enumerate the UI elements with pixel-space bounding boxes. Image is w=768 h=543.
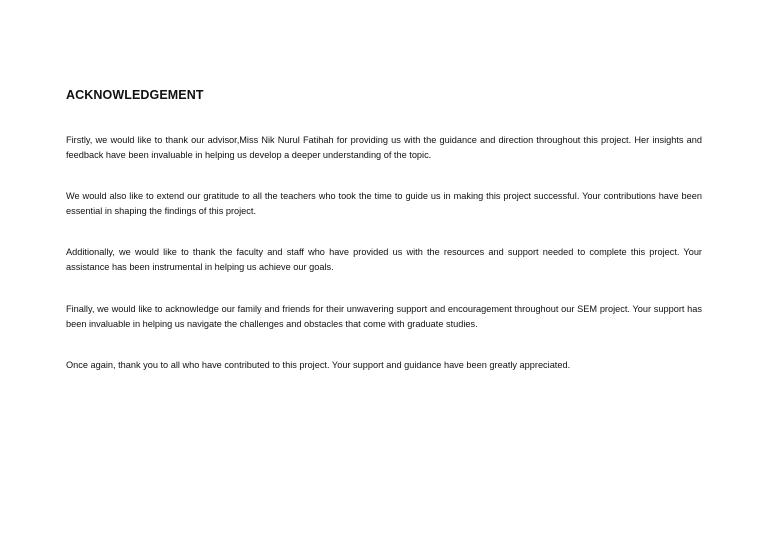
paragraph-advisor: Firstly, we would like to thank our advisor,Miss Nik Nurul Fatihah for providing us with the guidance and direction throughout this project. Her insights and feedback have been invaluable in helping us develop a deeper understanding of the topic. (66, 135, 702, 160)
paragraph-closing: Once again, thank you to all who have contributed to this project. Your support and guidance have been greatly appreciated. (66, 360, 571, 370)
paragraph-family: Finally, we would like to acknowledge our family and friends for their unwavering support and encouragement throughout our SEM project. Your support has been invaluable in helping us navigate the challenges and obstacles that come with graduate studies. (66, 304, 702, 329)
paragraph-teachers: We would also like to extend our gratitude to all the teachers who took the time to guide us in making this project successful. Your contributions have been essential in shaping the findings of this project. (66, 191, 702, 216)
paragraph-faculty: Additionally, we would like to thank the faculty and staff who have provided us with the resources and support needed to complete this project. Your assistance has been instrumental in helping us achieve our goals. (66, 247, 702, 272)
page-title: ACKNOWLEDGEMENT (66, 88, 204, 102)
